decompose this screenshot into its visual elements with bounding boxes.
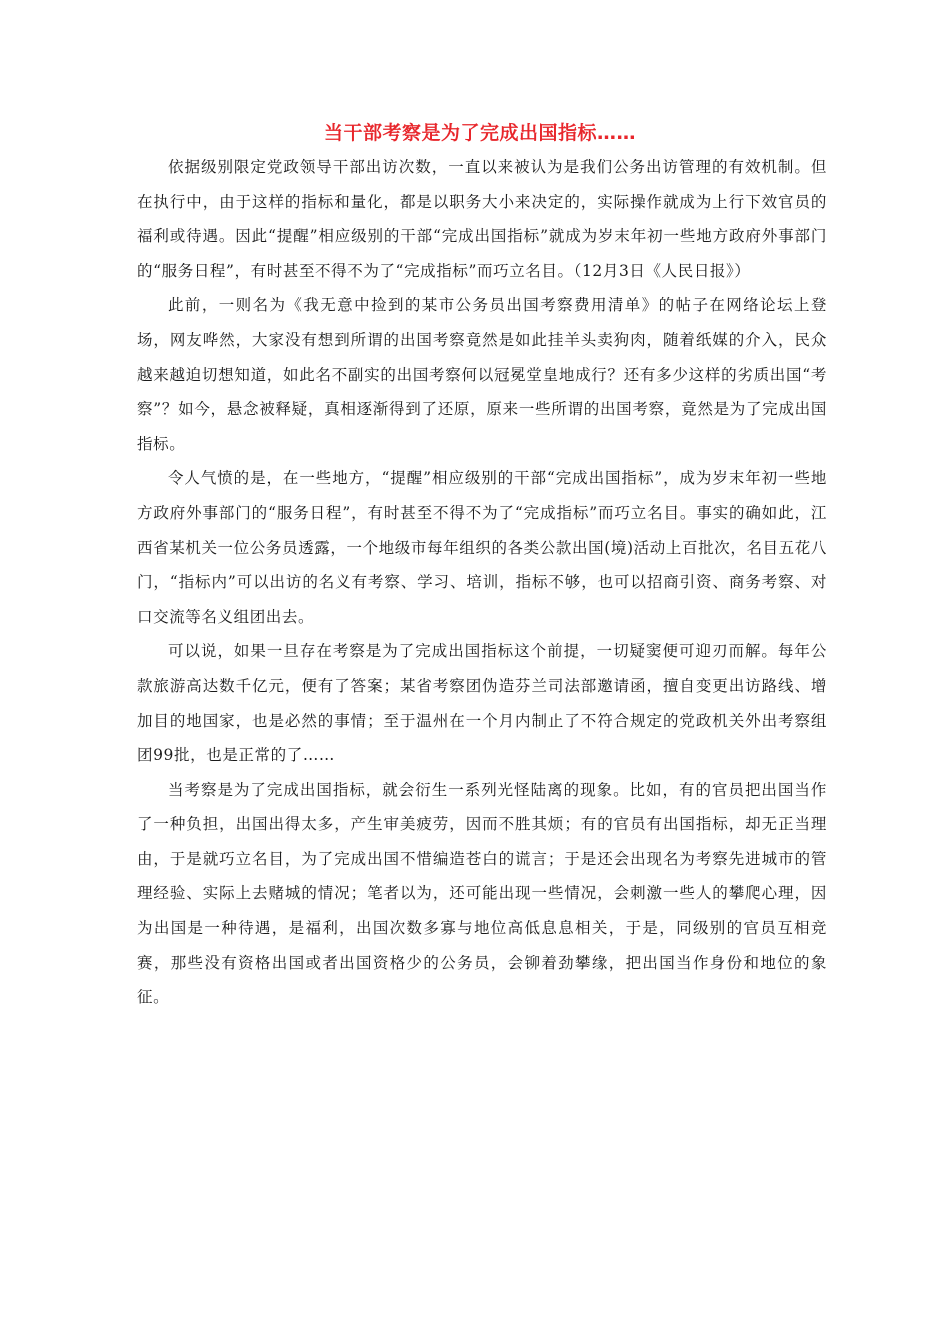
paragraph: 此前，一则名为《我无意中捡到的某市公务员出国考察费用清单》的帖子在网络论坛上登场，网友哗然，大家没有想到所谓的出国考察竟然是如此挂羊头卖狗肉，随着纸媒的介入，民众越来越迫切想知道，如此名不副实的出国考察何以冠冕堂皇地成行？还有多少这样的劣质出国“考察”？如今，悬念被释疑，真相逐渐得到了还原，原来一些所谓的出国考察，竟然是为了完成出国指标。 xyxy=(137,296,827,453)
article-title: 当干部考察是为了完成出国指标…… xyxy=(323,122,636,144)
paragraph: 依据级别限定党政领导干部出访次数，一直以来被认为是我们公务出访管理的有效机制。但在执行中，由于这样的指标和量化，都是以职务大小来决定的，实际操作就成为上行下效官员的福利或待遇。因此“提醒”相应级别的干部“完成出国指标”就成为岁末年初一些地方政府外事部门的“服务日程”，有时甚至不得不为了“完成指标”而巧立名目。（12月3日《人民日报》） xyxy=(137,158,827,280)
paragraph: 当考察是为了完成出国指标，就会衍生一系列光怪陆离的现象。比如，有的官员把出国当作了一种负担，出国出得太多，产生审美疲劳，因而不胜其烦；有的官员有出国指标，却无正当理由，于是就巧立名目，为了完成出国不惜编造苍白的谎言；于是还会出现名为考察先进城市的管理经验、实际上去赌城的情况；笔者以为，还可能出现一些情况，会刺激一些人的攀爬心理，因为出国是一种待遇，是福利，出国次数多寡与地位高低息息相关，于是，同级别的官员互相竞赛，那些没有资格出国或者出国资格少的公务员，会铆着劲攀缘，把出国当作身份和地位的象征。 xyxy=(137,780,827,1007)
paragraph: 可以说，如果一旦存在考察是为了完成出国指标这个前提，一切疑窦便可迎刃而解。每年公款旅游高达数千亿元，便有了答案；某省考察团伪造芬兰司法部邀请函，擅自变更出访路线、增加目的地国家，也是必然的事情；至于温州在一个月内制止了不符合规定的党政机关外出考察组团99批，也是正常的了…… xyxy=(137,642,827,765)
article-body xyxy=(137,150,827,1015)
paragraph: 令人气愤的是，在一些地方，“提醒”相应级别的干部“完成出国指标”，成为岁末年初一些地方政府外事部门的“服务日程”，有时甚至不得不为了“完成指标”而巧立名目。事实的确如此，江西省某机关一位公务员透露，一个地级市每年组织的各类公款出国(境)活动上百批次，名目五花八门，“指标内”可以出访的名义有考察、学习、培训，指标不够，也可以招商引资、商务考察、对口交流等名义组团出去。 xyxy=(137,469,827,626)
